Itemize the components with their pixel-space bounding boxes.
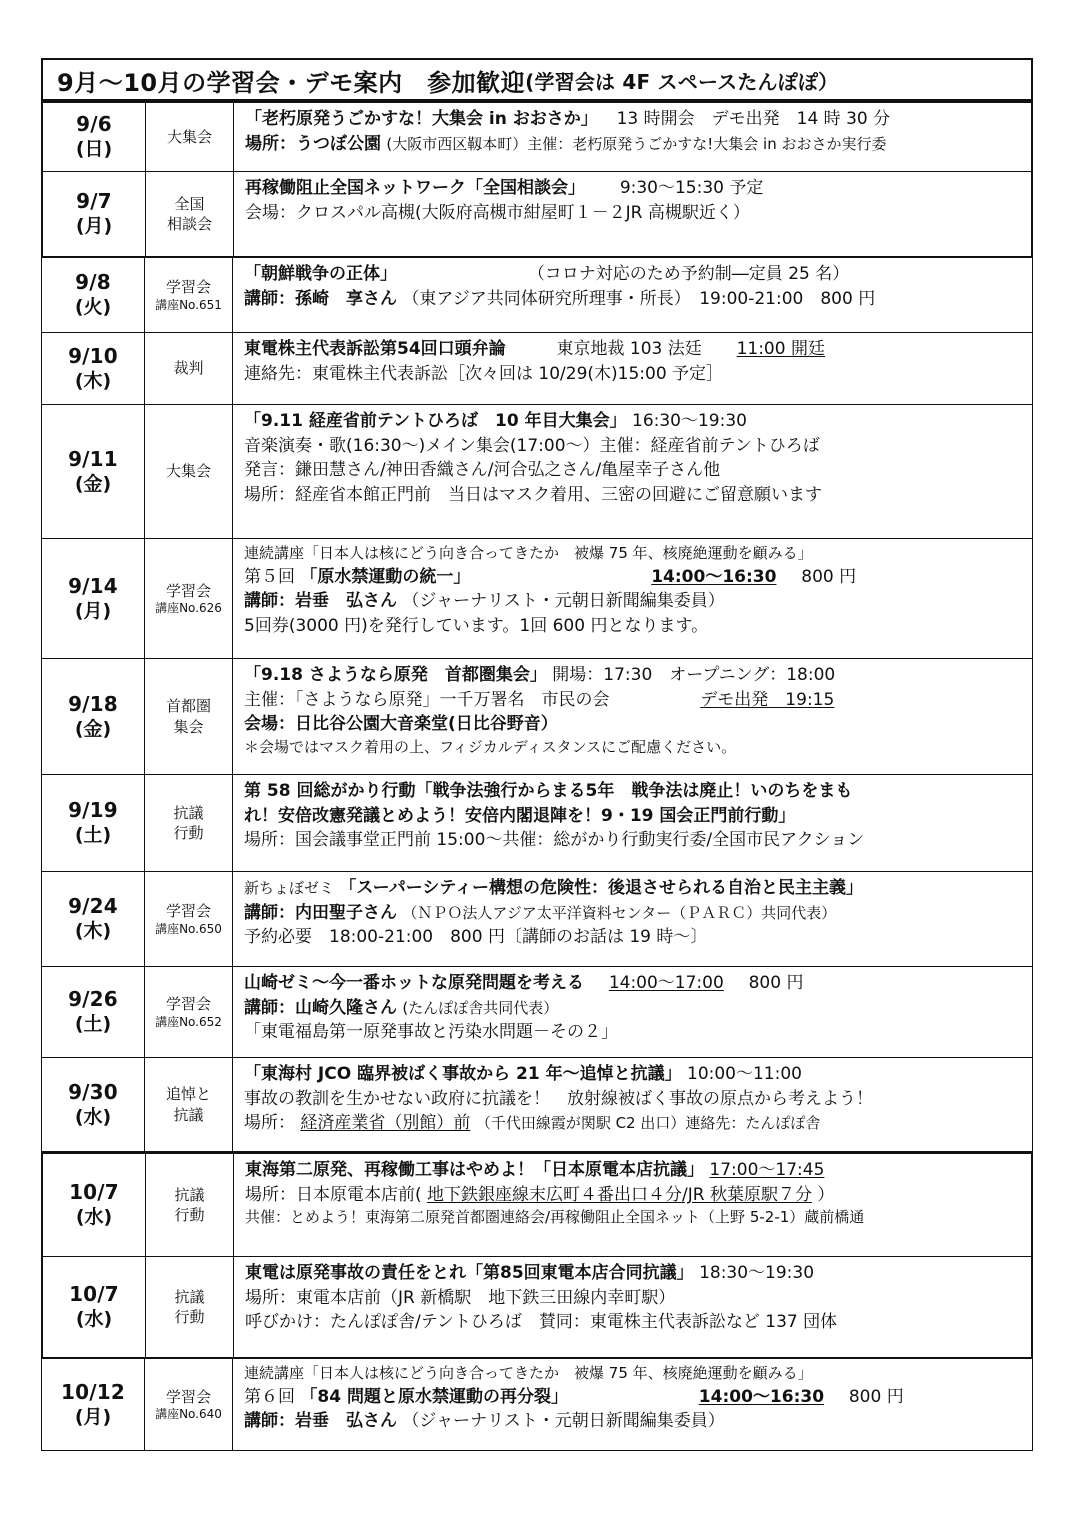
event-type: 大集会	[166, 127, 212, 146]
event-date-cell	[42, 659, 145, 774]
event-line	[244, 1409, 1024, 1434]
event-details	[233, 333, 1032, 404]
event-row-9-14	[42, 539, 1032, 659]
event-type-cell	[145, 967, 233, 1057]
seminar-name: 新ちょぼゼミ	[244, 879, 335, 897]
event-title: 山崎ゼミ～今一番ホットな原発問題を考える	[244, 973, 584, 993]
organizer: 主催：「さようなら原発」一千万署名 市民の会	[244, 689, 610, 710]
event-type: 抗議	[173, 803, 204, 822]
fee: 800 円	[848, 1386, 904, 1407]
event-line	[244, 614, 1024, 639]
event-details	[234, 103, 1031, 171]
lecturer-affiliation: (たんぽぽ舎共同代表）	[402, 998, 559, 1017]
event-type: 学習会	[165, 581, 211, 600]
event-time: 開場：17:30 オープニング：18:00	[552, 665, 836, 685]
schedule-title: 9月～10月の学習会・デモ案内 参加歓迎	[57, 69, 526, 97]
event-type: 抗議	[174, 1287, 205, 1306]
event-date: 9/7	[76, 189, 112, 214]
event-date: 9/24	[68, 894, 118, 919]
event-schedule-table	[41, 58, 1033, 1451]
event-details	[233, 1058, 1032, 1151]
event-line	[245, 201, 1023, 226]
event-type-cell	[145, 659, 233, 774]
event-type: 学習会	[165, 278, 211, 297]
event-time: 10:00～11:00	[687, 1064, 802, 1084]
reservation-time-fee: 予約必要 18:00-21:00 800 円〔講師のお話は 19 時～〕	[244, 927, 708, 948]
event-title: 東海第二原発、再稼働工事はやめよ！「日本原電本店抗議」	[245, 1160, 704, 1180]
event-weekday: (木)	[74, 920, 112, 943]
event-weekday: (金)	[74, 472, 112, 495]
event-title: 第 58 回総がかり行動「戦争法強行からまる5年 戦争法は廃止！いのちをまも	[244, 781, 853, 801]
lecturer: 講師：岩垂 弘さん	[244, 591, 397, 612]
event-venue-label: 場所：うつぼ公園	[245, 133, 381, 154]
event-line	[245, 1158, 1023, 1183]
event-type: 裁判	[173, 359, 204, 378]
event-title: 「84 問題と原水禁運動の再分裂」	[300, 1386, 568, 1407]
event-line	[244, 901, 1024, 926]
co-organizers: 共催：とめよう！東海第二原発首都圏連絡会/再稼働阻止全国ネット（上野 5-2-1）蔵前橋通	[245, 1208, 865, 1227]
venue: 会場：日比谷公園大音楽堂(日比谷野音）	[244, 714, 558, 735]
event-type-cell	[146, 103, 234, 171]
event-row-9-26	[42, 967, 1032, 1058]
event-title: 「東海村 JCO 臨界被ばく事故から 21 年～追悼と抗議」	[244, 1064, 682, 1084]
event-weekday: (水)	[75, 1206, 113, 1229]
event-title: 「朝鮮戦争の正体」	[244, 264, 397, 284]
event-date: 9/14	[68, 573, 118, 598]
lecturer-affiliation: （ジャーナリスト・元朝日新聞編集委員）	[402, 591, 725, 612]
event-row-10-7-nihon-genden	[43, 1154, 1031, 1257]
demo-time: デモ出発 19:15	[700, 689, 835, 710]
final-event-group	[41, 1359, 1033, 1451]
contact: 連絡先：東電株主代表訴訟［次々回は 10/29(木)15:00 予定］	[244, 363, 724, 384]
course-number: 講座No.640	[155, 1407, 222, 1422]
event-date: 9/30	[68, 1079, 118, 1104]
event-type: 相談会	[166, 215, 212, 233]
event-date-cell	[43, 172, 146, 256]
event-line	[245, 1183, 1023, 1208]
event-line	[244, 1363, 1024, 1385]
event-details	[233, 967, 1032, 1057]
event-line	[244, 828, 1024, 853]
event-details	[233, 775, 1032, 871]
event-line	[244, 876, 1024, 901]
event-weekday: (木)	[74, 369, 112, 392]
event-row-9-11	[42, 405, 1032, 539]
event-line	[244, 804, 1024, 829]
session-number: 第６回	[244, 1386, 295, 1407]
event-line	[244, 1062, 1024, 1087]
venue-close: ）	[817, 1184, 835, 1205]
event-time: 13 時開会 デモ出発 14 時 30 分	[616, 109, 891, 129]
lecturer-affiliation: （ジャーナリスト・元朝日新聞編集委員）	[402, 1411, 725, 1432]
mask-note: ＊会場ではマスク着用の上、フィジカルディスタンスにご配慮ください。	[244, 737, 737, 756]
event-line	[244, 663, 1024, 688]
event-line	[244, 362, 1024, 387]
event-details	[233, 659, 1032, 774]
contact: （千代田線霞が関駅 C2 出口）連絡先：たんぽぽ舎	[475, 1114, 821, 1133]
event-line	[244, 262, 1024, 287]
supporters: 呼びかけ：たんぽぽ舎/テントひろば 賛同：東電株主代表訴訟など 137 団体	[245, 1312, 838, 1333]
event-line	[244, 1087, 1024, 1112]
event-time: 18:30～19:30	[699, 1263, 815, 1283]
event-date-cell	[42, 258, 145, 332]
event-time: 14:00～16:30	[651, 566, 777, 587]
event-weekday: (土)	[74, 824, 112, 847]
course-number: 講座No.652	[155, 1014, 222, 1029]
study-location-note: (学習会は 4F スペースたんぽぽ）	[525, 70, 839, 94]
event-type-cell	[145, 405, 233, 538]
event-line	[244, 589, 1024, 614]
event-line	[244, 565, 1024, 590]
event-title: 「原水禁運動の統一」	[300, 566, 471, 587]
lecturer: 講師：内田聖子さん	[244, 902, 397, 923]
event-title: 「9.11 経産省前テントひろば 10 年目大集会」	[244, 411, 627, 431]
event-type: 大集会	[165, 462, 211, 481]
event-line	[245, 1261, 1023, 1286]
event-date: 9/26	[68, 987, 118, 1012]
event-date: 9/19	[68, 798, 118, 823]
event-title: 「9.18 さようなら原発 首都圏集会」	[244, 665, 547, 685]
event-type-cell	[145, 1359, 233, 1450]
event-type: 学習会	[165, 902, 211, 921]
event-type: 学習会	[165, 995, 211, 1014]
series-title: 連続講座「日本人は核にどう向き合ってきたか 被爆 75 年、核廃絶運動を顧みる」	[244, 1364, 813, 1382]
event-type: 学習会	[165, 1387, 211, 1406]
program: 音楽演奏・歌(16:30～)メイン集会(17:00～）主催：経産省前テントひろば	[244, 435, 820, 456]
event-row-9-30	[42, 1058, 1032, 1152]
event-line	[244, 543, 1024, 565]
reservation-note: （コロナ対応のため予約制―定員 25 名）	[527, 264, 850, 284]
event-weekday: (水)	[75, 1308, 113, 1331]
event-date: 9/18	[68, 691, 118, 716]
event-line	[244, 287, 1024, 312]
event-date-cell	[42, 1058, 145, 1151]
event-type: 全国	[174, 194, 205, 213]
event-date-cell	[42, 967, 145, 1057]
event-details	[234, 1257, 1031, 1357]
ticket-note: 5回券(3000 円)を発行しています。1回 600 円となります。	[244, 616, 709, 637]
schedule-header	[41, 58, 1033, 101]
event-time: 14:00～16:30	[698, 1386, 825, 1407]
event-details	[233, 258, 1032, 332]
event-date: 9/10	[68, 343, 118, 368]
fee: 800 円	[801, 566, 857, 587]
event-date-cell	[42, 1359, 145, 1450]
event-row-9-7	[43, 172, 1031, 256]
event-weekday: (火)	[74, 296, 112, 319]
event-row-10-7-tepco	[43, 1257, 1031, 1357]
lecturer-affiliation: （東アジア共同体研究所理事・所長） 19:00-21:00 800 円	[402, 288, 876, 309]
venue-note: 場所：経産省本館正門前 当日はマスク着用、三密の回避にご留意願います	[244, 484, 822, 505]
event-type-cell	[146, 172, 234, 256]
event-line	[244, 712, 1024, 737]
event-type: 抗議	[173, 1105, 204, 1124]
event-date-cell	[43, 103, 146, 171]
event-line	[244, 483, 1024, 508]
top-emphasis-group	[41, 101, 1033, 258]
event-venue: 会場：クロスパル高槻(大阪府高槻市紺屋町１－２JR 高槻駅近く）	[245, 202, 750, 223]
event-row-10-12	[42, 1359, 1032, 1451]
event-date: 9/6	[76, 112, 112, 137]
event-time: 9:30～15:30 予定	[619, 178, 764, 198]
event-line	[244, 779, 1024, 804]
event-line	[245, 1207, 1023, 1229]
event-title: 東電株主代表訴訟第54回口頭弁論	[244, 339, 506, 359]
event-type-cell	[145, 1058, 233, 1151]
fee: 800 円	[748, 973, 804, 993]
event-date-cell	[42, 539, 145, 658]
event-title-continued: れ！安倍改憲発議とめよう！安倍内閣退陣を！9・19 国会正門前行動」	[244, 805, 796, 826]
event-weekday: (水)	[74, 1105, 112, 1128]
event-line	[244, 458, 1024, 483]
event-line	[244, 409, 1024, 434]
event-title: 東電は原発事故の責任をとれ「第85回東電本店合同抗議」	[245, 1263, 694, 1283]
event-weekday: (月)	[74, 1405, 112, 1428]
event-type: 首都圏	[165, 697, 211, 716]
event-row-9-10	[42, 333, 1032, 405]
event-line	[244, 1111, 1024, 1136]
event-details	[233, 1359, 1032, 1450]
court-room: 東京地裁 103 法廷	[556, 339, 702, 359]
event-details	[234, 172, 1031, 256]
event-type: 集会	[173, 717, 204, 736]
course-number: 講座No.626	[155, 601, 222, 616]
event-date-cell	[42, 872, 145, 966]
event-line	[244, 1385, 1024, 1410]
event-date: 10/12	[61, 1379, 125, 1404]
event-date: 9/8	[75, 270, 111, 295]
event-weekday: (金)	[74, 717, 112, 740]
event-weekday: (日)	[75, 138, 113, 161]
event-line	[244, 996, 1024, 1021]
lecture-topic: 「東電福島第一原発事故と汚染水問題－その２」	[244, 1022, 618, 1043]
event-line	[245, 176, 1023, 201]
event-date-cell	[42, 333, 145, 404]
hearing-time: 11:00 開廷	[736, 339, 825, 359]
event-line	[244, 925, 1024, 950]
event-date-cell	[42, 405, 145, 538]
event-time: 17:00～17:45	[709, 1160, 825, 1180]
event-date-cell	[42, 775, 145, 871]
speakers: 発言：鎌田慧さん/神田香織さん/河合弘之さん/亀屋幸子さん他	[244, 460, 721, 481]
venue-label: 場所：	[244, 1113, 295, 1134]
event-title: 「老朽原発うごかすな！大集会 in おおさか」	[245, 109, 598, 129]
october-emphasis-group	[41, 1152, 1033, 1359]
event-type-cell	[145, 258, 233, 332]
event-line	[245, 1286, 1023, 1311]
series-title: 連続講座「日本人は核にどう向き合ってきたか 被爆 75 年、核廃絶運動を顧みる」	[244, 544, 813, 562]
lecturer: 講師：孫崎 享さん	[244, 288, 397, 309]
event-type: 行動	[174, 1206, 205, 1224]
event-type: 抗議	[174, 1185, 205, 1204]
event-type: 行動	[174, 1308, 205, 1326]
event-date-cell	[43, 1154, 146, 1256]
event-type: 行動	[173, 824, 204, 842]
event-line	[244, 688, 1024, 713]
event-line	[244, 737, 1024, 759]
event-type-cell	[146, 1257, 234, 1357]
event-row-9-8	[42, 258, 1032, 333]
september-events-group	[41, 258, 1033, 1152]
venue-access: 地下鉄銀座線末広町４番出口４分/JR 秋葉原駅７分	[427, 1184, 813, 1205]
course-number: 講座No.650	[155, 921, 222, 936]
event-line	[245, 1310, 1023, 1335]
event-weekday: (土)	[74, 1013, 112, 1036]
event-date: 10/7	[69, 1180, 119, 1205]
event-weekday: (月)	[74, 599, 112, 622]
event-date-cell	[43, 1257, 146, 1357]
event-organizer: (大阪市西区靱本町）主催：老朽原発うごかすな!大集会 in おおさか実行委	[386, 134, 887, 153]
event-line	[244, 337, 1024, 362]
event-type-cell	[145, 539, 233, 658]
protest-message: 事故の教訓を生かせない政府に抗議を！ 放射線被ばく事故の原点から考えよう！	[244, 1088, 873, 1109]
event-date: 10/7	[69, 1282, 119, 1307]
event-line	[245, 132, 1023, 157]
event-line	[244, 434, 1024, 459]
event-line	[244, 1020, 1024, 1045]
event-row-9-24	[42, 872, 1032, 967]
venue: 経済産業省（別館）前	[300, 1113, 471, 1134]
event-weekday: (月)	[75, 215, 113, 238]
event-details	[233, 405, 1032, 538]
event-type: 追悼と	[165, 1085, 211, 1104]
event-row-9-19	[42, 775, 1032, 872]
event-type-cell	[146, 1154, 234, 1256]
event-time: 16:30～19:30	[632, 411, 747, 431]
event-title: 「スーパーシティー構想の危険性：後退させられる自治と民主主義」	[339, 878, 864, 898]
event-type-cell	[145, 333, 233, 404]
event-details	[233, 872, 1032, 966]
lecturer-affiliation: （ＮＰＯ法人アジア太平洋資料センター（ＰＡＲＣ）共同代表）	[402, 903, 837, 922]
venue-label: 場所：日本原電本店前(	[245, 1184, 422, 1205]
event-type-cell	[145, 872, 233, 966]
event-line	[244, 971, 1024, 996]
lecturer: 講師：岩垂 弘さん	[244, 1411, 397, 1432]
event-line	[245, 107, 1023, 132]
event-type-cell	[145, 775, 233, 871]
course-number: 講座No.651	[155, 297, 222, 312]
event-details	[234, 1154, 1031, 1256]
event-row-9-6	[43, 103, 1031, 172]
event-date: 9/11	[68, 446, 118, 471]
event-row-9-18	[42, 659, 1032, 775]
session-number: 第５回	[244, 566, 295, 587]
venue: 場所：東電本店前（JR 新橋駅 地下鉄三田線内幸町駅）	[245, 1287, 676, 1308]
venue-organizer: 場所：国会議事堂正門前 15:00～共催：総がかり行動実行委/全国市民アクション	[244, 830, 865, 851]
event-title: 再稼働阻止全国ネットワーク「全国相談会」	[245, 178, 585, 198]
event-details	[233, 539, 1032, 658]
lecturer: 講師：山崎久隆さん	[244, 997, 397, 1018]
event-time: 14:00～17:00	[608, 973, 724, 993]
